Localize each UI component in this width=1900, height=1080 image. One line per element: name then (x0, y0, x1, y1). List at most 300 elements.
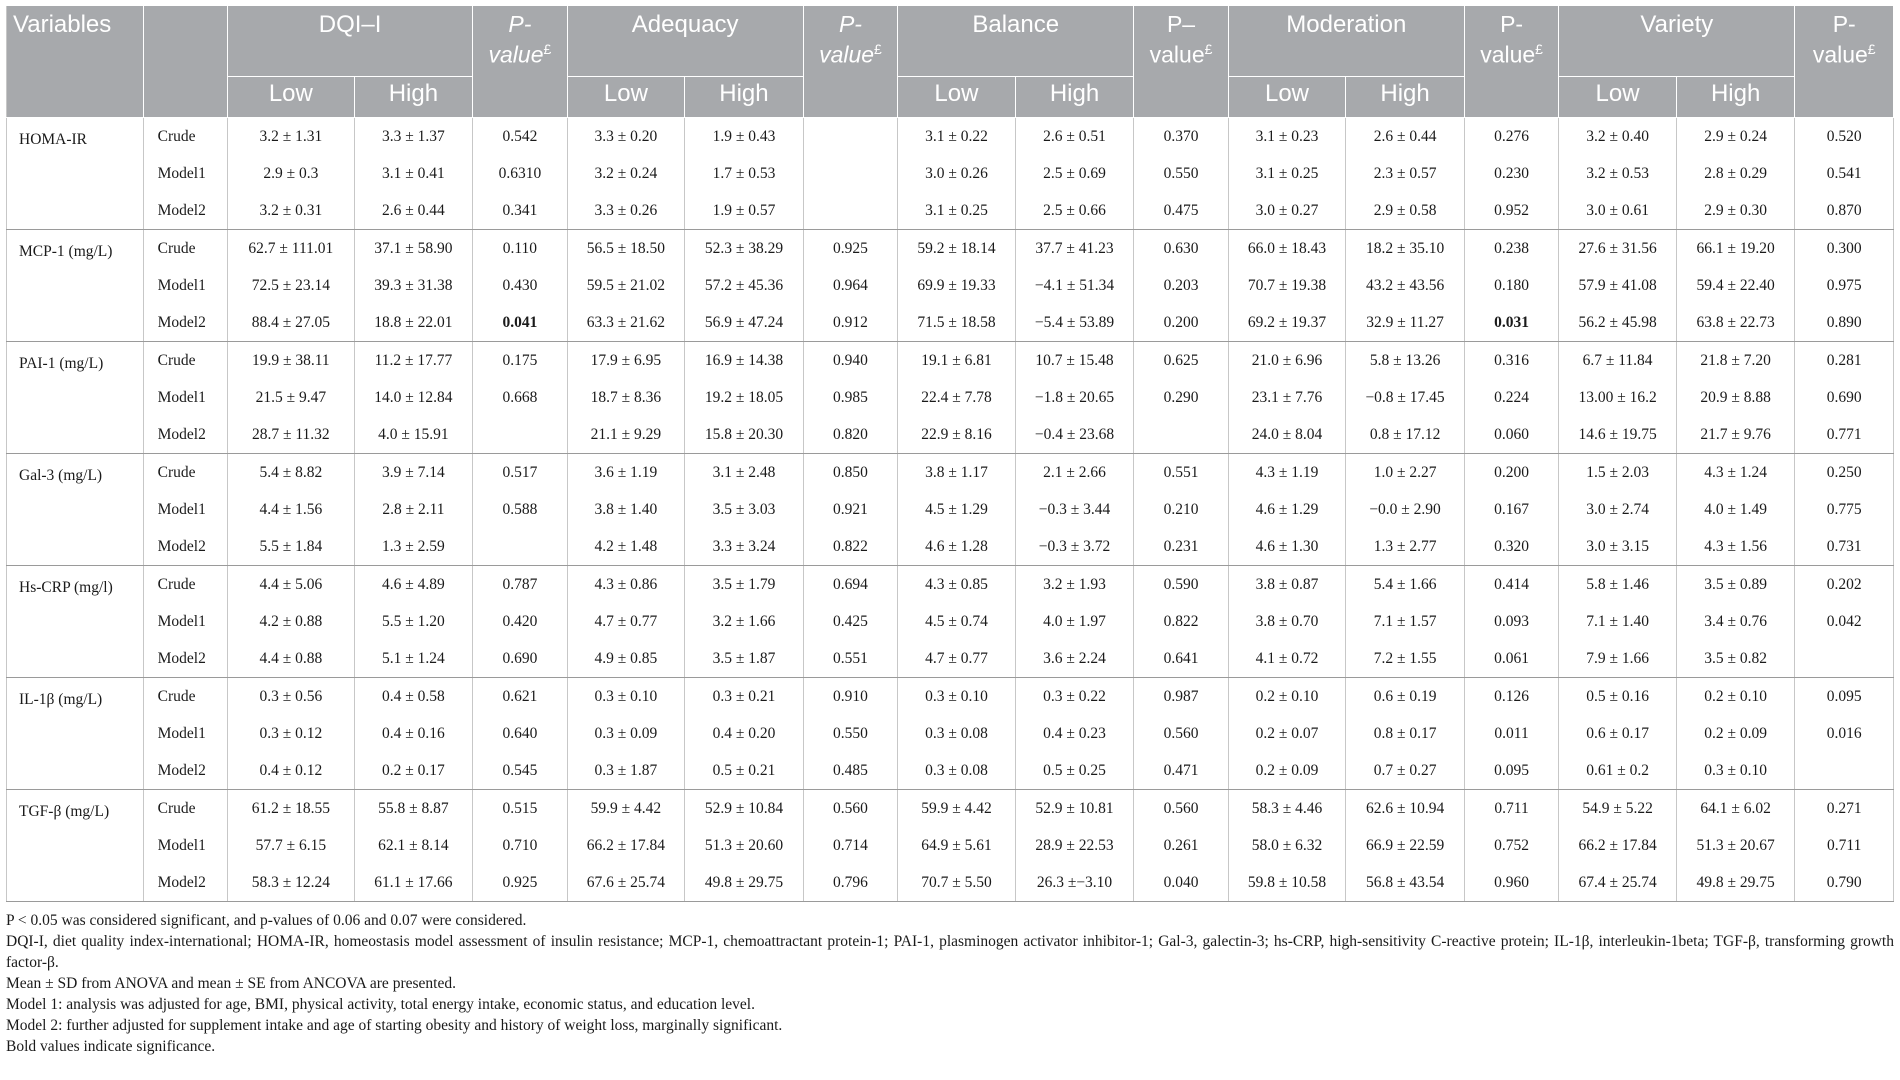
p-value-cell: 0.231 (1134, 528, 1228, 566)
mean-value-cell: 21.5 ± 9.47 (228, 379, 355, 416)
mean-value-cell: 51.3 ± 20.67 (1676, 827, 1795, 864)
mean-value-cell: 0.2 ± 0.07 (1228, 715, 1346, 752)
mean-value-cell: 3.0 ± 0.61 (1559, 192, 1677, 230)
mean-value-cell: 66.2 ± 17.84 (1559, 827, 1677, 864)
model-label: Model1 (143, 603, 227, 640)
p-value-cell: 0.960 (1464, 864, 1558, 902)
p-value-cell: 0.694 (803, 566, 897, 604)
mean-value-cell: 7.9 ± 1.66 (1559, 640, 1677, 678)
header-variety-high: High (1676, 77, 1795, 118)
mean-value-cell: 5.5 ± 1.20 (354, 603, 473, 640)
p-value-cell: 0.200 (1464, 454, 1558, 492)
mean-value-cell: 56.5 ± 18.50 (567, 230, 685, 268)
table-row (7, 827, 1894, 864)
table-row (7, 454, 1894, 492)
mean-value-cell: 66.2 ± 17.84 (567, 827, 685, 864)
mean-value-cell: 3.8 ± 0.87 (1228, 566, 1346, 604)
model-label: Crude (143, 678, 227, 716)
mean-value-cell: 56.8 ± 43.54 (1346, 864, 1465, 902)
mean-value-cell: 3.1 ± 0.41 (354, 155, 473, 192)
mean-value-cell: 2.8 ± 2.11 (354, 491, 473, 528)
mean-value-cell: −0.8 ± 17.45 (1346, 379, 1465, 416)
mean-value-cell: 57.9 ± 41.08 (1559, 267, 1677, 304)
variable-label: Hs-CRP (mg/l) (7, 566, 144, 678)
p-value-cell: 0.925 (473, 864, 567, 902)
p-value-cell: 0.517 (473, 454, 567, 492)
mean-value-cell: 66.9 ± 22.59 (1346, 827, 1465, 864)
p-value-cell: 0.042 (1795, 603, 1894, 640)
mean-value-cell: 26.3 ±−3.10 (1015, 864, 1134, 902)
mean-value-cell: 2.1 ± 2.66 (1015, 454, 1134, 492)
p-value-cell: 0.261 (1134, 827, 1228, 864)
p-value-cell: 0.180 (1464, 267, 1558, 304)
mean-value-cell: −0.4 ± 23.68 (1015, 416, 1134, 454)
table-row (7, 640, 1894, 678)
mean-value-cell: 64.1 ± 6.02 (1676, 790, 1795, 828)
table-footnotes (6, 910, 1894, 1057)
p-value-cell: 0.910 (803, 678, 897, 716)
mean-value-cell: 14.6 ± 19.75 (1559, 416, 1677, 454)
p-value-cell: 0.731 (1795, 528, 1894, 566)
header-balance-low: Low (898, 77, 1016, 118)
mean-value-cell: 1.9 ± 0.57 (685, 192, 804, 230)
mean-value-cell: 4.9 ± 0.85 (567, 640, 685, 678)
mean-value-cell: 28.9 ± 22.53 (1015, 827, 1134, 864)
p-value-cell: 0.011 (1464, 715, 1558, 752)
p-value-cell: 0.550 (1134, 155, 1228, 192)
mean-value-cell: 3.3 ± 0.20 (567, 118, 685, 156)
p-value-cell: 0.238 (1464, 230, 1558, 268)
mean-value-cell: 4.7 ± 0.77 (898, 640, 1016, 678)
mean-value-cell: 2.9 ± 0.58 (1346, 192, 1465, 230)
mean-value-cell: 23.1 ± 7.76 (1228, 379, 1346, 416)
mean-value-cell: 3.5 ± 0.89 (1676, 566, 1795, 604)
mean-value-cell: −0.3 ± 3.44 (1015, 491, 1134, 528)
mean-value-cell: 0.3 ± 1.87 (567, 752, 685, 790)
mean-value-cell: 63.8 ± 22.73 (1676, 304, 1795, 342)
mean-value-cell: 18.2 ± 35.10 (1346, 230, 1465, 268)
p-value-cell: 0.590 (1134, 566, 1228, 604)
table-row (7, 864, 1894, 902)
table-row (7, 752, 1894, 790)
mean-value-cell: 1.0 ± 2.27 (1346, 454, 1465, 492)
mean-value-cell: 0.2 ± 0.09 (1228, 752, 1346, 790)
mean-value-cell: 3.0 ± 2.74 (1559, 491, 1677, 528)
mean-value-cell: 3.3 ± 3.24 (685, 528, 804, 566)
mean-value-cell: 51.3 ± 20.60 (685, 827, 804, 864)
mean-value-cell: 4.3 ± 0.86 (567, 566, 685, 604)
mean-value-cell: 67.6 ± 25.74 (567, 864, 685, 902)
p-value-cell: 0.041 (473, 304, 567, 342)
p-value-cell: 0.771 (1795, 416, 1894, 454)
p-value-cell: 0.475 (1134, 192, 1228, 230)
mean-value-cell: 19.1 ± 6.81 (898, 342, 1016, 380)
mean-value-cell: 3.8 ± 0.70 (1228, 603, 1346, 640)
mean-value-cell: −0.0 ± 2.90 (1346, 491, 1465, 528)
mean-value-cell: 0.3 ± 0.09 (567, 715, 685, 752)
table-row (7, 416, 1894, 454)
p-value-cell (473, 528, 567, 566)
footnote-model1: Model 1: analysis was adjusted for age, BMI, physical activity, total energy intake, economic status, and education level. (6, 996, 755, 1013)
mean-value-cell: 52.3 ± 38.29 (685, 230, 804, 268)
p-value-cell: 0.224 (1464, 379, 1558, 416)
mean-value-cell: 66.1 ± 19.20 (1676, 230, 1795, 268)
mean-value-cell: 3.8 ± 1.40 (567, 491, 685, 528)
p-value-cell: 0.921 (803, 491, 897, 528)
mean-value-cell: 15.8 ± 20.30 (685, 416, 804, 454)
p-value-cell: 0.300 (1795, 230, 1894, 268)
model-label: Model2 (143, 528, 227, 566)
mean-value-cell: 69.9 ± 19.33 (898, 267, 1016, 304)
mean-value-cell: 4.5 ± 0.74 (898, 603, 1016, 640)
mean-value-cell: 49.8 ± 29.75 (685, 864, 804, 902)
table-row (7, 491, 1894, 528)
header-balance: Balance (898, 6, 1134, 77)
mean-value-cell: 3.5 ± 1.87 (685, 640, 804, 678)
mean-value-cell: 4.3 ± 1.24 (1676, 454, 1795, 492)
p-value-cell: 0.095 (1464, 752, 1558, 790)
mean-value-cell: 70.7 ± 19.38 (1228, 267, 1346, 304)
model-label: Model2 (143, 304, 227, 342)
mean-value-cell: 0.4 ± 0.16 (354, 715, 473, 752)
p-value-cell: 0.790 (1795, 864, 1894, 902)
mean-value-cell: 2.9 ± 0.30 (1676, 192, 1795, 230)
mean-value-cell: 3.5 ± 0.82 (1676, 640, 1795, 678)
mean-value-cell: 4.0 ± 15.91 (354, 416, 473, 454)
p-value-cell: 0.271 (1795, 790, 1894, 828)
p-value-cell: 0.095 (1795, 678, 1894, 716)
table-row (7, 790, 1894, 828)
p-value-cell (473, 416, 567, 454)
header-adequacy: Adequacy (567, 6, 803, 77)
mean-value-cell: 37.1 ± 58.90 (354, 230, 473, 268)
model-label: Model1 (143, 155, 227, 192)
mean-value-cell: 3.0 ± 0.27 (1228, 192, 1346, 230)
mean-value-cell: 3.1 ± 0.25 (898, 192, 1016, 230)
mean-value-cell: 4.6 ± 1.30 (1228, 528, 1346, 566)
mean-value-cell: 28.7 ± 11.32 (228, 416, 355, 454)
p-value-cell: 0.420 (473, 603, 567, 640)
p-value-cell: 0.710 (473, 827, 567, 864)
mean-value-cell: 54.9 ± 5.22 (1559, 790, 1677, 828)
p-value-cell: 0.890 (1795, 304, 1894, 342)
p-value-cell: 0.630 (1134, 230, 1228, 268)
footnote-mean-sd: Mean ± SD from ANOVA and mean ± SE from ANCOVA are presented. (6, 975, 456, 992)
table-row (7, 566, 1894, 604)
mean-value-cell: 4.2 ± 0.88 (228, 603, 355, 640)
mean-value-cell: 59.8 ± 10.58 (1228, 864, 1346, 902)
mean-value-cell: 3.6 ± 1.19 (567, 454, 685, 492)
mean-value-cell: 0.3 ± 0.08 (898, 715, 1016, 752)
p-value-cell: 0.471 (1134, 752, 1228, 790)
mean-value-cell: 16.9 ± 14.38 (685, 342, 804, 380)
table-row (7, 678, 1894, 716)
header-pvalue-moderation: P- value£ (1464, 6, 1558, 118)
mean-value-cell: 19.9 ± 38.11 (228, 342, 355, 380)
p-value-cell: 0.485 (803, 752, 897, 790)
p-value-cell: 0.711 (1795, 827, 1894, 864)
p-value-cell (803, 118, 897, 156)
mean-value-cell: 0.6 ± 0.19 (1346, 678, 1465, 716)
p-value-cell: 0.550 (803, 715, 897, 752)
mean-value-cell: 4.1 ± 0.72 (1228, 640, 1346, 678)
mean-value-cell: 2.5 ± 0.66 (1015, 192, 1134, 230)
variable-label: PAI-1 (mg/L) (7, 342, 144, 454)
mean-value-cell: 67.4 ± 25.74 (1559, 864, 1677, 902)
p-value-cell: 0.952 (1464, 192, 1558, 230)
mean-value-cell: 3.1 ± 0.25 (1228, 155, 1346, 192)
mean-value-cell: 3.0 ± 3.15 (1559, 528, 1677, 566)
p-value-cell: 0.560 (1134, 715, 1228, 752)
mean-value-cell: 3.1 ± 2.48 (685, 454, 804, 492)
mean-value-cell: 0.6 ± 0.17 (1559, 715, 1677, 752)
mean-value-cell: 0.3 ± 0.10 (898, 678, 1016, 716)
table-row (7, 379, 1894, 416)
table-row (7, 304, 1894, 342)
p-value-cell: 0.281 (1795, 342, 1894, 380)
mean-value-cell: 13.00 ± 16.2 (1559, 379, 1677, 416)
mean-value-cell: 5.4 ± 8.82 (228, 454, 355, 492)
mean-value-cell: 52.9 ± 10.81 (1015, 790, 1134, 828)
p-value-cell: 0.625 (1134, 342, 1228, 380)
p-value-cell: 0.690 (473, 640, 567, 678)
mean-value-cell: 66.0 ± 18.43 (1228, 230, 1346, 268)
p-value-cell: 0.515 (473, 790, 567, 828)
table-row (7, 342, 1894, 380)
p-value-cell: 0.822 (1134, 603, 1228, 640)
model-label: Model2 (143, 752, 227, 790)
mean-value-cell: 49.8 ± 29.75 (1676, 864, 1795, 902)
mean-value-cell: 2.9 ± 0.24 (1676, 118, 1795, 156)
mean-value-cell: 37.7 ± 41.23 (1015, 230, 1134, 268)
mean-value-cell: 24.0 ± 8.04 (1228, 416, 1346, 454)
mean-value-cell: 22.9 ± 8.16 (898, 416, 1016, 454)
table-row (7, 155, 1894, 192)
p-value-cell: 0.414 (1464, 566, 1558, 604)
model-label: Model1 (143, 267, 227, 304)
mean-value-cell: 19.2 ± 18.05 (685, 379, 804, 416)
mean-value-cell: 58.0 ± 6.32 (1228, 827, 1346, 864)
p-value-cell: 0.200 (1134, 304, 1228, 342)
p-value-cell: 0.560 (1134, 790, 1228, 828)
p-value-cell: 0.551 (803, 640, 897, 678)
p-value-cell: 0.276 (1464, 118, 1558, 156)
header-dqi-low: Low (228, 77, 355, 118)
table-row (7, 230, 1894, 268)
p-value-cell: 0.203 (1134, 267, 1228, 304)
p-value-cell: 0.061 (1464, 640, 1558, 678)
model-label: Crude (143, 454, 227, 492)
p-value-cell: 0.520 (1795, 118, 1894, 156)
p-value-cell: 0.985 (803, 379, 897, 416)
mean-value-cell: 4.6 ± 1.28 (898, 528, 1016, 566)
mean-value-cell: 0.2 ± 0.09 (1676, 715, 1795, 752)
mean-value-cell: 0.4 ± 0.20 (685, 715, 804, 752)
mean-value-cell: 4.4 ± 0.88 (228, 640, 355, 678)
mean-value-cell: 11.2 ± 17.77 (354, 342, 473, 380)
header-pvalue-variety: P- value£ (1795, 6, 1894, 118)
mean-value-cell: 4.4 ± 1.56 (228, 491, 355, 528)
p-value-cell: 0.641 (1134, 640, 1228, 678)
mean-value-cell: 2.6 ± 0.44 (354, 192, 473, 230)
mean-value-cell: 3.2 ± 1.93 (1015, 566, 1134, 604)
p-value-cell: 0.230 (1464, 155, 1558, 192)
p-value-cell: 0.551 (1134, 454, 1228, 492)
mean-value-cell: 58.3 ± 12.24 (228, 864, 355, 902)
mean-value-cell: 3.2 ± 0.40 (1559, 118, 1677, 156)
header-pvalue-adequacy: P- value£ (803, 6, 897, 118)
mean-value-cell: 57.7 ± 6.15 (228, 827, 355, 864)
mean-value-cell: 18.7 ± 8.36 (567, 379, 685, 416)
footnote-bold: Bold values indicate significance. (6, 1038, 216, 1055)
model-label: Model1 (143, 379, 227, 416)
mean-value-cell: 58.3 ± 4.46 (1228, 790, 1346, 828)
mean-value-cell: 0.3 ± 0.10 (567, 678, 685, 716)
mean-value-cell: 10.7 ± 15.48 (1015, 342, 1134, 380)
mean-value-cell: 59.5 ± 21.02 (567, 267, 685, 304)
mean-value-cell: 2.5 ± 0.69 (1015, 155, 1134, 192)
footnote-abbreviations: DQI-I, diet quality index-international; HOMA-IR, homeostasis model assessment of insulin resistance; MCP-1, chemoattractant protein-1; PAI-1, plasminogen activator inhibitor-1; Gal-3, galectin-3; hs-CRP, high-sensitivity C-reactive protein; IL-1β, interleukin-1beta; TGF-β, transforming growth factor-β. (6, 933, 1894, 971)
mean-value-cell: 14.0 ± 12.84 (354, 379, 473, 416)
mean-value-cell: 0.8 ± 17.12 (1346, 416, 1465, 454)
mean-value-cell: 62.1 ± 8.14 (354, 827, 473, 864)
model-label: Crude (143, 566, 227, 604)
p-value-cell (1795, 640, 1894, 678)
p-value-cell (803, 192, 897, 230)
p-value-cell: 0.425 (803, 603, 897, 640)
mean-value-cell: 1.5 ± 2.03 (1559, 454, 1677, 492)
p-value-cell: 0.588 (473, 491, 567, 528)
p-value-cell: 0.6310 (473, 155, 567, 192)
header-moderation: Moderation (1228, 6, 1464, 77)
mean-value-cell: 3.2 ± 0.24 (567, 155, 685, 192)
mean-value-cell: −5.4 ± 53.89 (1015, 304, 1134, 342)
table-row (7, 528, 1894, 566)
model-label: Model2 (143, 640, 227, 678)
table-row (7, 267, 1894, 304)
model-label: Crude (143, 118, 227, 156)
mean-value-cell: −0.3 ± 3.72 (1015, 528, 1134, 566)
mean-value-cell: 4.6 ± 4.89 (354, 566, 473, 604)
mean-value-cell: 32.9 ± 11.27 (1346, 304, 1465, 342)
mean-value-cell: 59.9 ± 4.42 (898, 790, 1016, 828)
p-value-cell: 0.796 (803, 864, 897, 902)
header-pvalue-balance: P– value£ (1134, 6, 1228, 118)
mean-value-cell: 0.3 ± 0.56 (228, 678, 355, 716)
mean-value-cell: 0.7 ± 0.27 (1346, 752, 1465, 790)
header-variety-low: Low (1559, 77, 1677, 118)
mean-value-cell: 0.2 ± 0.10 (1228, 678, 1346, 716)
mean-value-cell: 2.9 ± 0.3 (228, 155, 355, 192)
table-body (7, 118, 1894, 902)
p-value-cell: 0.167 (1464, 491, 1558, 528)
p-value-cell: 0.775 (1795, 491, 1894, 528)
p-value-cell: 0.541 (1795, 155, 1894, 192)
p-value-cell: 0.542 (473, 118, 567, 156)
table-row (7, 715, 1894, 752)
table-row (7, 603, 1894, 640)
mean-value-cell: 3.8 ± 1.17 (898, 454, 1016, 492)
mean-value-cell: 1.3 ± 2.59 (354, 528, 473, 566)
p-value-cell (1795, 752, 1894, 790)
p-value-cell: 0.787 (473, 566, 567, 604)
mean-value-cell: 88.4 ± 27.05 (228, 304, 355, 342)
mean-value-cell: 0.3 ± 0.21 (685, 678, 804, 716)
p-value-cell: 0.925 (803, 230, 897, 268)
mean-value-cell: 5.8 ± 1.46 (1559, 566, 1677, 604)
p-value-cell: 0.202 (1795, 566, 1894, 604)
mean-value-cell: 1.9 ± 0.43 (685, 118, 804, 156)
p-value-cell: 0.250 (1795, 454, 1894, 492)
mean-value-cell: 4.0 ± 1.97 (1015, 603, 1134, 640)
mean-value-cell: 59.9 ± 4.42 (567, 790, 685, 828)
variable-label: TGF-β (mg/L) (7, 790, 144, 902)
model-label: Model2 (143, 192, 227, 230)
p-value-cell: 0.430 (473, 267, 567, 304)
footnote-significance: P < 0.05 was considered significant, and p-values of 0.06 and 0.07 were considered. (6, 912, 527, 929)
mean-value-cell: 3.3 ± 1.37 (354, 118, 473, 156)
variable-label: Gal-3 (mg/L) (7, 454, 144, 566)
mean-value-cell: 71.5 ± 18.58 (898, 304, 1016, 342)
mean-value-cell: 0.3 ± 0.22 (1015, 678, 1134, 716)
p-value-cell: 0.621 (473, 678, 567, 716)
header-adequacy-low: Low (567, 77, 685, 118)
header-balance-high: High (1015, 77, 1134, 118)
header-model-blank (143, 6, 227, 118)
mean-value-cell: 21.1 ± 9.29 (567, 416, 685, 454)
mean-value-cell: 4.3 ± 0.85 (898, 566, 1016, 604)
mean-value-cell: 3.2 ± 0.53 (1559, 155, 1677, 192)
mean-value-cell: 4.5 ± 1.29 (898, 491, 1016, 528)
mean-value-cell: 2.6 ± 0.44 (1346, 118, 1465, 156)
mean-value-cell: 3.5 ± 1.79 (685, 566, 804, 604)
mean-value-cell: 21.8 ± 7.20 (1676, 342, 1795, 380)
mean-value-cell: −1.8 ± 20.65 (1015, 379, 1134, 416)
model-label: Model2 (143, 864, 227, 902)
variable-label: MCP-1 (mg/L) (7, 230, 144, 342)
footnote-model2: Model 2: further adjusted for supplement intake and age of starting obesity and history of weight loss, marginally significant. (6, 1017, 783, 1034)
mean-value-cell: 21.7 ± 9.76 (1676, 416, 1795, 454)
p-value-cell: 0.940 (803, 342, 897, 380)
p-value-cell: 0.290 (1134, 379, 1228, 416)
mean-value-cell: 6.7 ± 11.84 (1559, 342, 1677, 380)
mean-value-cell: 5.8 ± 13.26 (1346, 342, 1465, 380)
mean-value-cell: 0.3 ± 0.12 (228, 715, 355, 752)
mean-value-cell: 4.2 ± 1.48 (567, 528, 685, 566)
p-value-cell: 0.714 (803, 827, 897, 864)
p-value-cell: 0.093 (1464, 603, 1558, 640)
mean-value-cell: 56.9 ± 47.24 (685, 304, 804, 342)
header-moderation-low: Low (1228, 77, 1346, 118)
mean-value-cell: 0.4 ± 0.58 (354, 678, 473, 716)
header-pvalue-dqi: P- value£ (473, 6, 567, 118)
mean-value-cell: 17.9 ± 6.95 (567, 342, 685, 380)
p-value-cell: 0.690 (1795, 379, 1894, 416)
mean-value-cell: 59.4 ± 22.40 (1676, 267, 1795, 304)
p-value-cell: 0.370 (1134, 118, 1228, 156)
mean-value-cell: 4.0 ± 1.49 (1676, 491, 1795, 528)
p-value-cell: 0.850 (803, 454, 897, 492)
mean-value-cell: 0.4 ± 0.12 (228, 752, 355, 790)
mean-value-cell: 7.1 ± 1.40 (1559, 603, 1677, 640)
mean-value-cell: 3.2 ± 0.31 (228, 192, 355, 230)
mean-value-cell: 7.1 ± 1.57 (1346, 603, 1465, 640)
p-value-cell: 0.016 (1795, 715, 1894, 752)
mean-value-cell: 56.2 ± 45.98 (1559, 304, 1677, 342)
mean-value-cell: 61.2 ± 18.55 (228, 790, 355, 828)
mean-value-cell: 2.3 ± 0.57 (1346, 155, 1465, 192)
mean-value-cell: 63.3 ± 21.62 (567, 304, 685, 342)
